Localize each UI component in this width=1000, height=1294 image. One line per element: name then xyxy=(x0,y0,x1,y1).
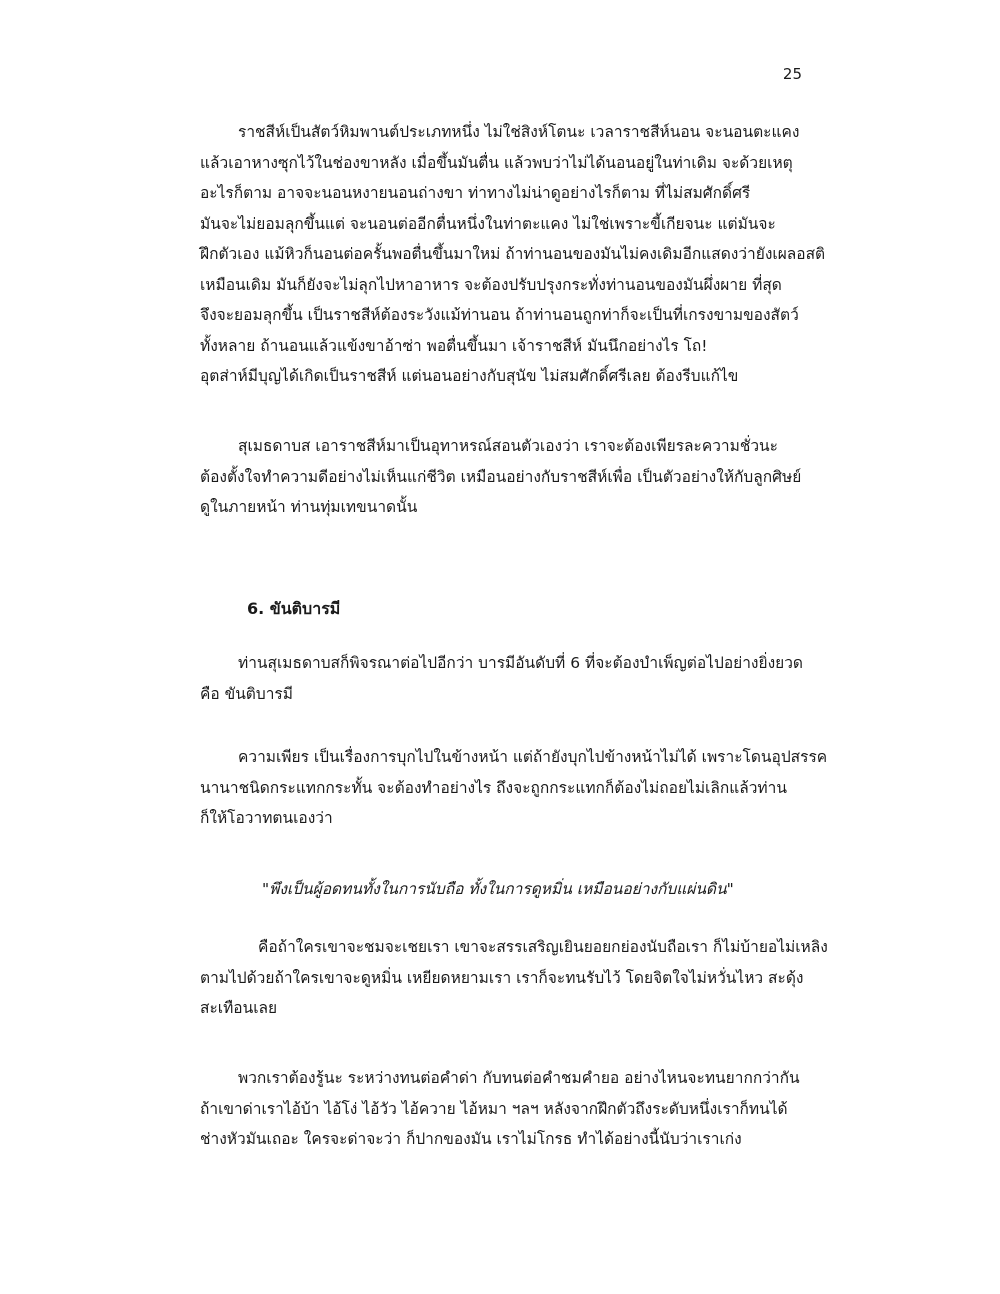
paragraph-line: ฝึกตัวเอง แม้หิวก็นอนต่อครั้นพอตื่นขึ้นมาใหม่ ถ้าท่านอนของมันไม่คงเดิมอีกแสดงว่ายังเผลอสติ xyxy=(200,245,826,263)
section-heading: 6. ขันติบารมี xyxy=(247,599,341,618)
paragraph-line: จึงจะยอมลุกขึ้น เป็นราชสีห์ต้องระวังแม้ท่านอน ถ้าท่านอนถูกท่าก็จะเป็นที่เกรงขามของสัตว์ xyxy=(200,306,799,324)
paragraph-line: อะไรก็ตาม อาจจะนอนหงายนอนถ่างขา ท่าทางไม่น่าดูอย่างไรก็ตาม ที่ไม่สมศักดิ์ศรี xyxy=(200,184,751,202)
paragraph-sumedha-lesson xyxy=(200,431,810,523)
paragraph-line: อุตส่าห์มีบุญได้เกิดเป็นราชสีห์ แต่นอนอย่างกับสุนัข ไม่สมศักดิ์ศรีเลย ต้องรีบแก้ไข xyxy=(200,367,739,385)
paragraph-perseverance xyxy=(200,742,828,834)
paragraph-line: ทั้งหลาย ถ้านอนแล้วแข้งขาอ้าซ่า พอตื่นขึ้นมา เจ้าราชสีห์ มันนึกอย่างไร โถ! xyxy=(200,336,708,355)
paragraph-line: ก็ให้โอวาทตนเองว่า xyxy=(200,809,333,827)
quote: "พึงเป็นผู้อดทนทั้งในการนับถือ ทั้งในการดูหมิ่น เหมือนอย่างกับแผ่นดิน" xyxy=(262,880,734,898)
paragraph-line: ช่างหัวมันเถอะ ใครจะด่าจะว่า ก็ปากของมัน เราไม่โกรธ ทำได้อย่างนี้นับว่าเราเก่ง xyxy=(200,1130,742,1148)
paragraph-line: นานาชนิดกระแทกกระทั้น จะต้องทำอย่างไร ถึงจะถูกกระแทกก็ต้องไม่ถอยไม่เลิกแล้วท่าน xyxy=(200,778,787,797)
paragraph-line: ตามไปด้วยถ้าใครเขาจะดูหมิ่น เหยียดหยามเรา เราก็จะทนรับไว้ โดยจิตใจไม่หวั่นไหว สะดุ้ง xyxy=(200,968,804,987)
paragraph-line: สุเมธดาบส เอาราชสีห์มาเป็นอุทาหรณ์สอนตัวเองว่า เราจะต้องเพียรละความชั่วนะ xyxy=(238,437,778,455)
paragraph-line: ท่านสุเมธดาบสก็พิจรณาต่อไปอีกว่า บารมีอันดับที่ 6 ที่จะต้องบำเพ็ญต่อไปอย่างยิ่งยวด xyxy=(238,654,803,672)
paragraph-line: เหมือนเดิม มันก็ยังจะไม่ลุกไปหาอาหาร จะต้องปรับปรุงกระทั่งท่านอนของมันผึ่งผาย ที่สุด xyxy=(200,275,782,294)
paragraph-line: ดูในภายหน้า ท่านทุ่มเทขนาดนั้น xyxy=(200,498,418,516)
paragraph-line: คือถ้าใครเขาจะชมจะเชยเรา เขาจะสรรเสริญเยินยอยกย่องนับถือเรา ก็ไม่บ้ายอไม่เหลิง xyxy=(258,938,828,956)
page-number: 25 xyxy=(782,65,802,83)
paragraph-line: พวกเราต้องรู้นะ ระหว่างทนต่อคำด่า กับทนต่อคำชมคำยอ อย่างไหนจะทนยากกว่ากัน xyxy=(238,1069,800,1087)
paragraph-line: ความเพียร เป็นเรื่องการบุกไปในข้างหน้า แต่ถ้ายังบุกไปข้างหน้าไม่ได้ เพราะโดนอุปสรรค xyxy=(238,748,828,766)
paragraph-line: ต้องตั้งใจทำความดีอย่างไม่เห็นแก่ชีวิต เหมือนอย่างกับราชสีห์เพื่อ เป็นตัวอย่างให้กับลูกศิษย์ xyxy=(200,467,802,486)
paragraph-line: มันจะไม่ยอมลุกขึ้นแต่ จะนอนต่ออีกตื่นหนึ่งในท่าตะแคง ไม่ใช่เพราะขี้เกียจนะ แต่มันจะ xyxy=(200,214,776,233)
paragraph-line: ราชสีห์เป็นสัตว์หิมพานต์ประเภทหนึ่ง ไม่ใช่สิงห์โตนะ เวลาราชสีห์นอน จะนอนตะแคง xyxy=(238,123,800,141)
paragraph-praise-blame xyxy=(200,932,828,1024)
paragraph-line: สะเทือนเลย xyxy=(200,999,278,1017)
paragraph-khanti-intro xyxy=(200,648,810,709)
paragraph-endurance xyxy=(200,1063,810,1155)
paragraph-line: ถ้าเขาด่าเราไอ้บ้า ไอ้โง่ ไอ้วัว ไอ้ควาย ไอ้หมา ฯลฯ หลังจากฝึกตัวถึงระดับหนึ่งเราก็ทนได้ xyxy=(200,1099,788,1118)
paragraph-rajasi xyxy=(200,117,826,392)
paragraph-line: แล้วเอาหางซุกไว้ในช่องขาหลัง เมื่อขึ้นมันตื่น แล้วพบว่าไม่ได้นอนอยู่ในท่าเดิม จะด้วยเหตุ xyxy=(200,153,793,172)
paragraph-line: คือ ขันติบารมี xyxy=(200,684,293,703)
